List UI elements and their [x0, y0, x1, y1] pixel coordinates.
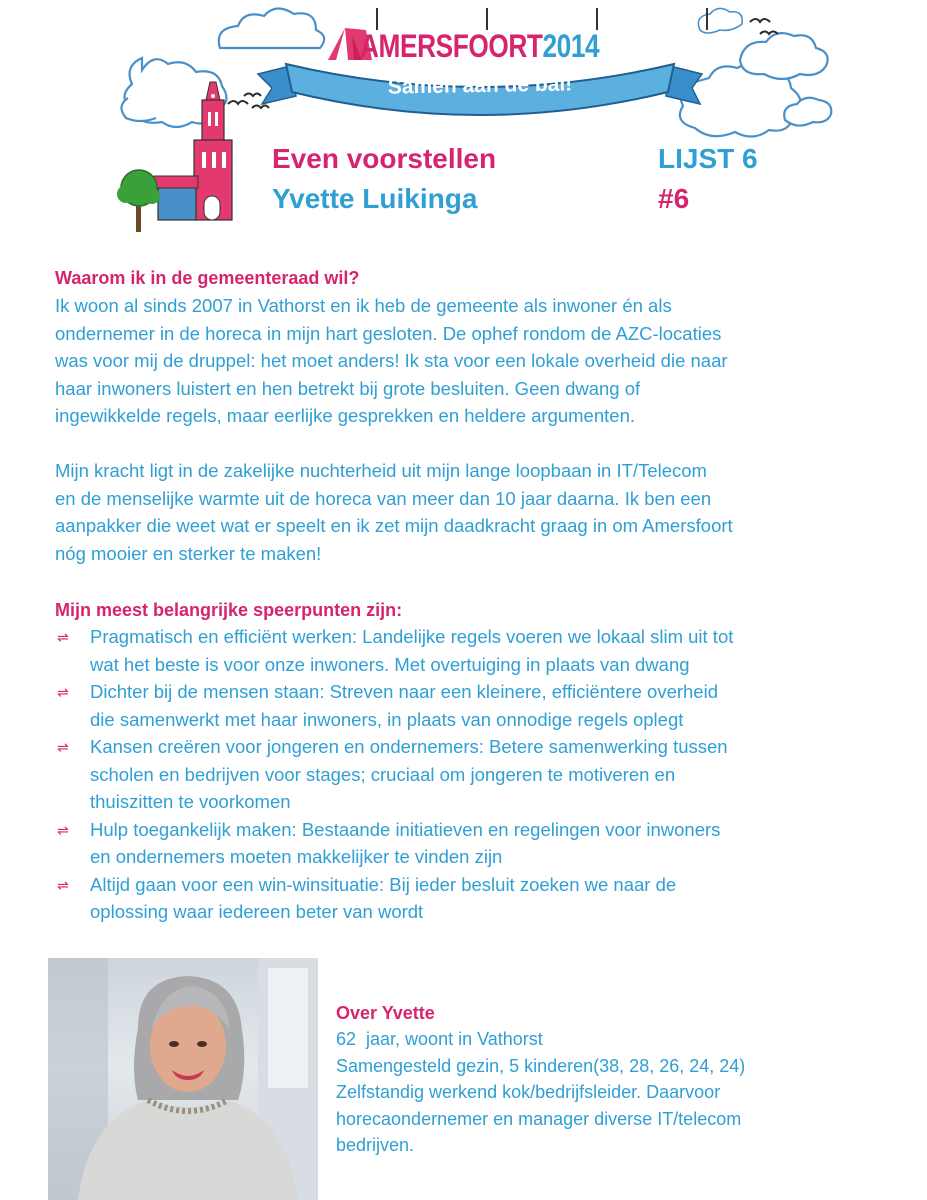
candidate-name: Yvette Luikinga	[272, 183, 478, 214]
intro-label: Even voorstellen	[272, 143, 497, 174]
priority-line: die samenwerkt met haar inwoners, in plaats van onnodige regels oplegt	[90, 708, 684, 730]
about-heading: Over Yvette	[336, 1003, 435, 1023]
banner-text: Samen aan de bal!	[387, 72, 573, 99]
about-line: horecaondernemer en manager diverse IT/telecom	[336, 1108, 742, 1129]
bullet-icon: ⇌	[57, 629, 69, 645]
priority-line: Hulp toegankelijk maken: Bestaande initiatieven en regelingen voor inwoners	[90, 818, 721, 840]
why-paragraph-2	[55, 457, 905, 567]
why-line: aanpakker die weet wat er speelt en ik zet mijn daadkracht graag in om Amersfoort	[55, 515, 733, 536]
bullet-icon: ⇌	[57, 739, 69, 755]
why-section	[55, 266, 905, 567]
why-line: Mijn kracht ligt in de zakelijke nuchterheid uit mijn lange loopbaan in IT/Telecom	[55, 460, 707, 481]
list-label: LIJST 6	[658, 143, 758, 174]
about-line: bedrijven.	[336, 1135, 415, 1155]
priority-item	[55, 678, 915, 733]
priorities-heading: Mijn meest belangrijke speerpunten zijn:	[55, 600, 403, 620]
priority-item	[55, 733, 915, 816]
portrait-figure	[48, 958, 318, 1200]
about-section	[336, 1000, 896, 1159]
about-line: Zelfstandig werkend kok/bedrijfsleider. Daarvoor	[336, 1082, 721, 1102]
why-heading: Waarom ik in de gemeenteraad wil?	[55, 268, 360, 288]
priority-line: oplossing waar iedereen beter van wordt	[90, 901, 424, 922]
priority-line: Altijd gaan voor een win-winsituatie: Bij ieder besluit zoeken we naar de	[90, 873, 677, 895]
priority-item	[55, 816, 915, 871]
why-line: ondernemer in de horeca in mijn hart gesloten. De ophef rondom de AZC-locaties	[55, 322, 722, 344]
about-line: Samengesteld gezin, 5 kinderen(38, 28, 26, 24, 24)	[336, 1055, 746, 1076]
logo-text: AMERSFOORT	[360, 28, 543, 64]
logo	[360, 26, 599, 66]
priority-line: en ondernemers moeten makkelijker te vinden zijn	[90, 846, 503, 867]
priority-line: Kansen creëren voor jongeren en ondernemers: Betere samenwerking tussen	[90, 736, 728, 757]
about-line: 62 jaar, woont in Vathorst	[336, 1029, 543, 1049]
priorities-list	[55, 623, 915, 926]
priority-item	[55, 623, 915, 678]
why-line: Ik woon al sinds 2007 in Vathorst en ik heb de gemeente als inwoner én als	[55, 295, 672, 316]
why-line: ingewikkelde regels, maar eerlijke gesprekken en heldere argumenten.	[55, 405, 635, 426]
priorities-section	[55, 598, 915, 926]
bullet-icon: ⇌	[57, 684, 69, 700]
why-line: nóg mooier en sterker te maken!	[55, 542, 322, 564]
bullet-icon: ⇌	[57, 876, 69, 893]
priority-line: thuiszitten te voorkomen	[90, 791, 291, 812]
why-line: was voor mij de druppel: het moet anders! Ik sta voor een lokale overheid die naar	[55, 350, 728, 371]
why-line: en de menselijke warmte uit de horeca van meer dan 10 jaar daarna. Ik ben een	[55, 487, 712, 509]
priority-line: Pragmatisch en efficiënt werken: Landelijke regels voeren we lokaal slim uit tot	[90, 626, 734, 647]
portrait-photo	[48, 958, 318, 1200]
tree-illustration	[117, 170, 160, 232]
logo-year: 2014	[542, 28, 600, 64]
bullet-icon: ⇌	[57, 821, 69, 838]
list-number: #6	[658, 183, 690, 214]
priority-line: Dichter bij de mensen staan: Streven naar een kleinere, efficiëntere overheid	[90, 681, 718, 702]
priority-line: scholen en bedrijven voor stages; cruciaal om jongeren te motiveren en	[90, 763, 676, 785]
priority-item	[55, 871, 915, 926]
priority-line: wat het beste is voor onze inwoners. Met overtuiging in plaats van dwang	[90, 653, 690, 675]
why-line: haar inwoners luistert en hen betrekt bij grote besluiten. Geen dwang of	[55, 377, 641, 399]
why-paragraph-1	[55, 292, 905, 430]
